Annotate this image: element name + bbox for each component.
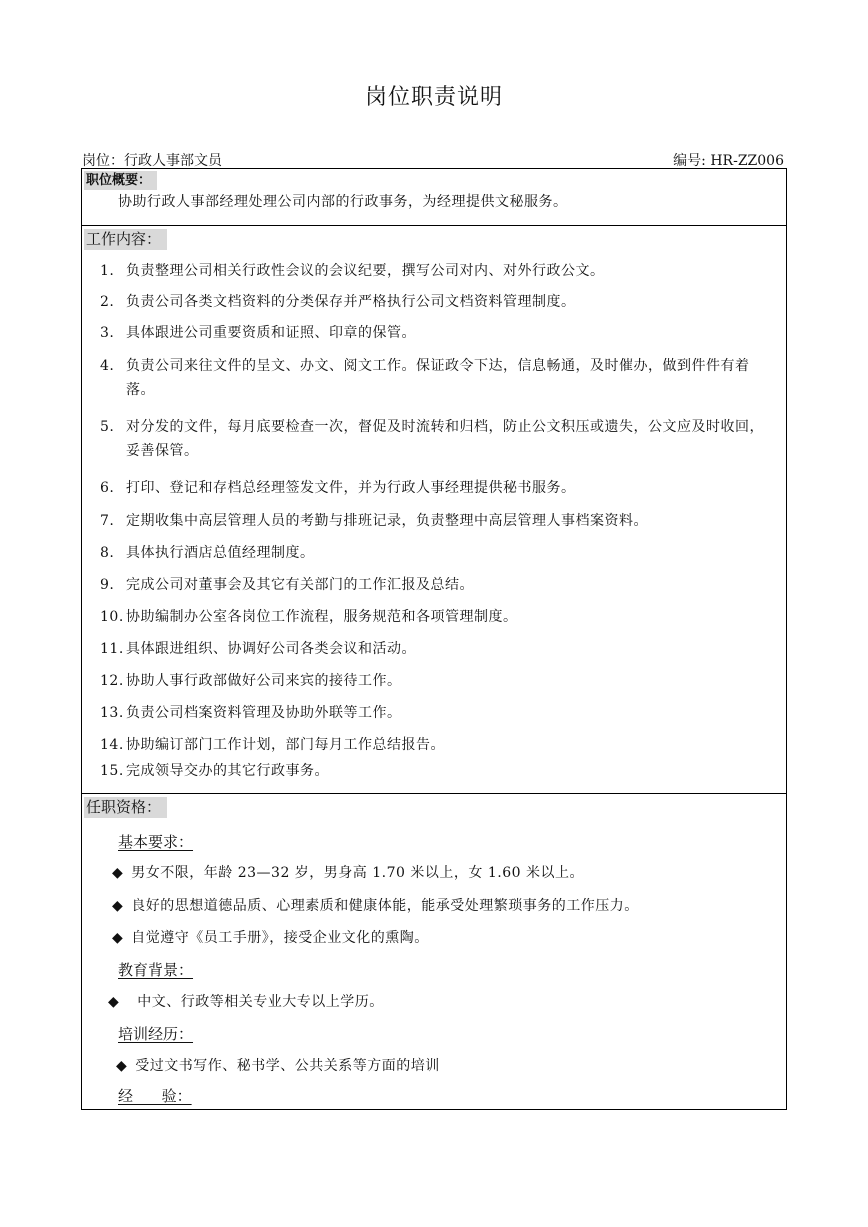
qualification-heading: 任职资格： xyxy=(84,797,167,818)
basic-requirement: ◆ 自觉遵守《员工手册》，接受企业文化的熏陶。 xyxy=(112,930,429,946)
training-heading: 培训经历： xyxy=(118,1025,194,1043)
work-item: 1. 负责整理公司相关行政性会议的会议纪要，撰写公司对内、对外行政公文。 xyxy=(100,263,605,279)
education-item: ◆ 中文、行政等相关专业大专以上学历。 xyxy=(108,994,384,1010)
work-item: 3. 具体跟进公司重要资质和证照、印章的保管。 xyxy=(100,325,416,341)
work-item: 5. 对分发的文件，每月底要检查一次，督促及时流转和归档，防止公文积压或遗失，公文应及时收回，妥善保管。 xyxy=(100,419,764,459)
basic-requirement: ◆ 良好的思想道德品质、心理素质和健康体能，能承受处理繁琐事务的工作压力。 xyxy=(112,898,639,914)
basic-requirements-heading: 基本要求： xyxy=(118,833,194,851)
basic-requirement: ◆ 男女不限，年龄 23—32 岁，男身高 1.70 米以上，女 1.60 米以上。 xyxy=(112,865,584,881)
overview-text: 协助行政人事部经理处理公司内部的行政事务，为经理提供文秘服务。 xyxy=(118,194,568,210)
work-item: 12. 协助人事行政部做好公司来宾的接待工作。 xyxy=(100,673,402,689)
work-item: 9. 完成公司对董事会及其它有关部门的工作汇报及总结。 xyxy=(100,577,474,593)
work-item: 7. 定期收集中高层管理人员的考勤与排班记录，负责整理中高层管理人事档案资料。 xyxy=(100,513,648,529)
divider xyxy=(82,793,786,794)
work-item: 6. 打印、登记和存档总经理签发文件，并为行政人事经理提供秘书服务。 xyxy=(100,480,576,496)
work-item: 10. 协助编制办公室各岗位工作流程，服务规范和各项管理制度。 xyxy=(100,609,518,625)
work-item: 2. 负责公司各类文档资料的分类保存并严格执行公司文档资料管理制度。 xyxy=(100,294,576,310)
work-item: 14. 协助编订部门工作计划，部门每月工作总结报告。 xyxy=(100,737,445,753)
education-heading: 教育背景： xyxy=(118,961,194,979)
work-item: 11. 具体跟进组织、协调好公司各类会议和活动。 xyxy=(100,641,416,657)
work-heading: 工作内容： xyxy=(84,229,167,250)
work-item: 15. 完成领导交办的其它行政事务。 xyxy=(100,763,329,779)
job-description-table xyxy=(81,168,787,1110)
position-label: 岗位：行政人事部文员 xyxy=(82,153,222,169)
experience-heading: 经 验： xyxy=(118,1087,192,1105)
work-item: 8. 具体执行酒店总值经理制度。 xyxy=(100,545,315,561)
training-item: ◆ 受过文书写作、秘书学、公共关系等方面的培训 xyxy=(116,1058,440,1074)
document-code: 编号: HR-ZZ006 xyxy=(673,153,784,169)
divider xyxy=(82,225,786,226)
page-title: 岗位职责说明 xyxy=(364,85,503,110)
overview-heading: 职位概要： xyxy=(84,171,157,190)
work-item: 4. 负责公司来往文件的呈文、办文、阅文工作。保证政令下达，信息畅通，及时催办，做到件件有着落。 xyxy=(100,358,750,398)
work-item: 13. 负责公司档案资料管理及协助外联等工作。 xyxy=(100,705,402,721)
